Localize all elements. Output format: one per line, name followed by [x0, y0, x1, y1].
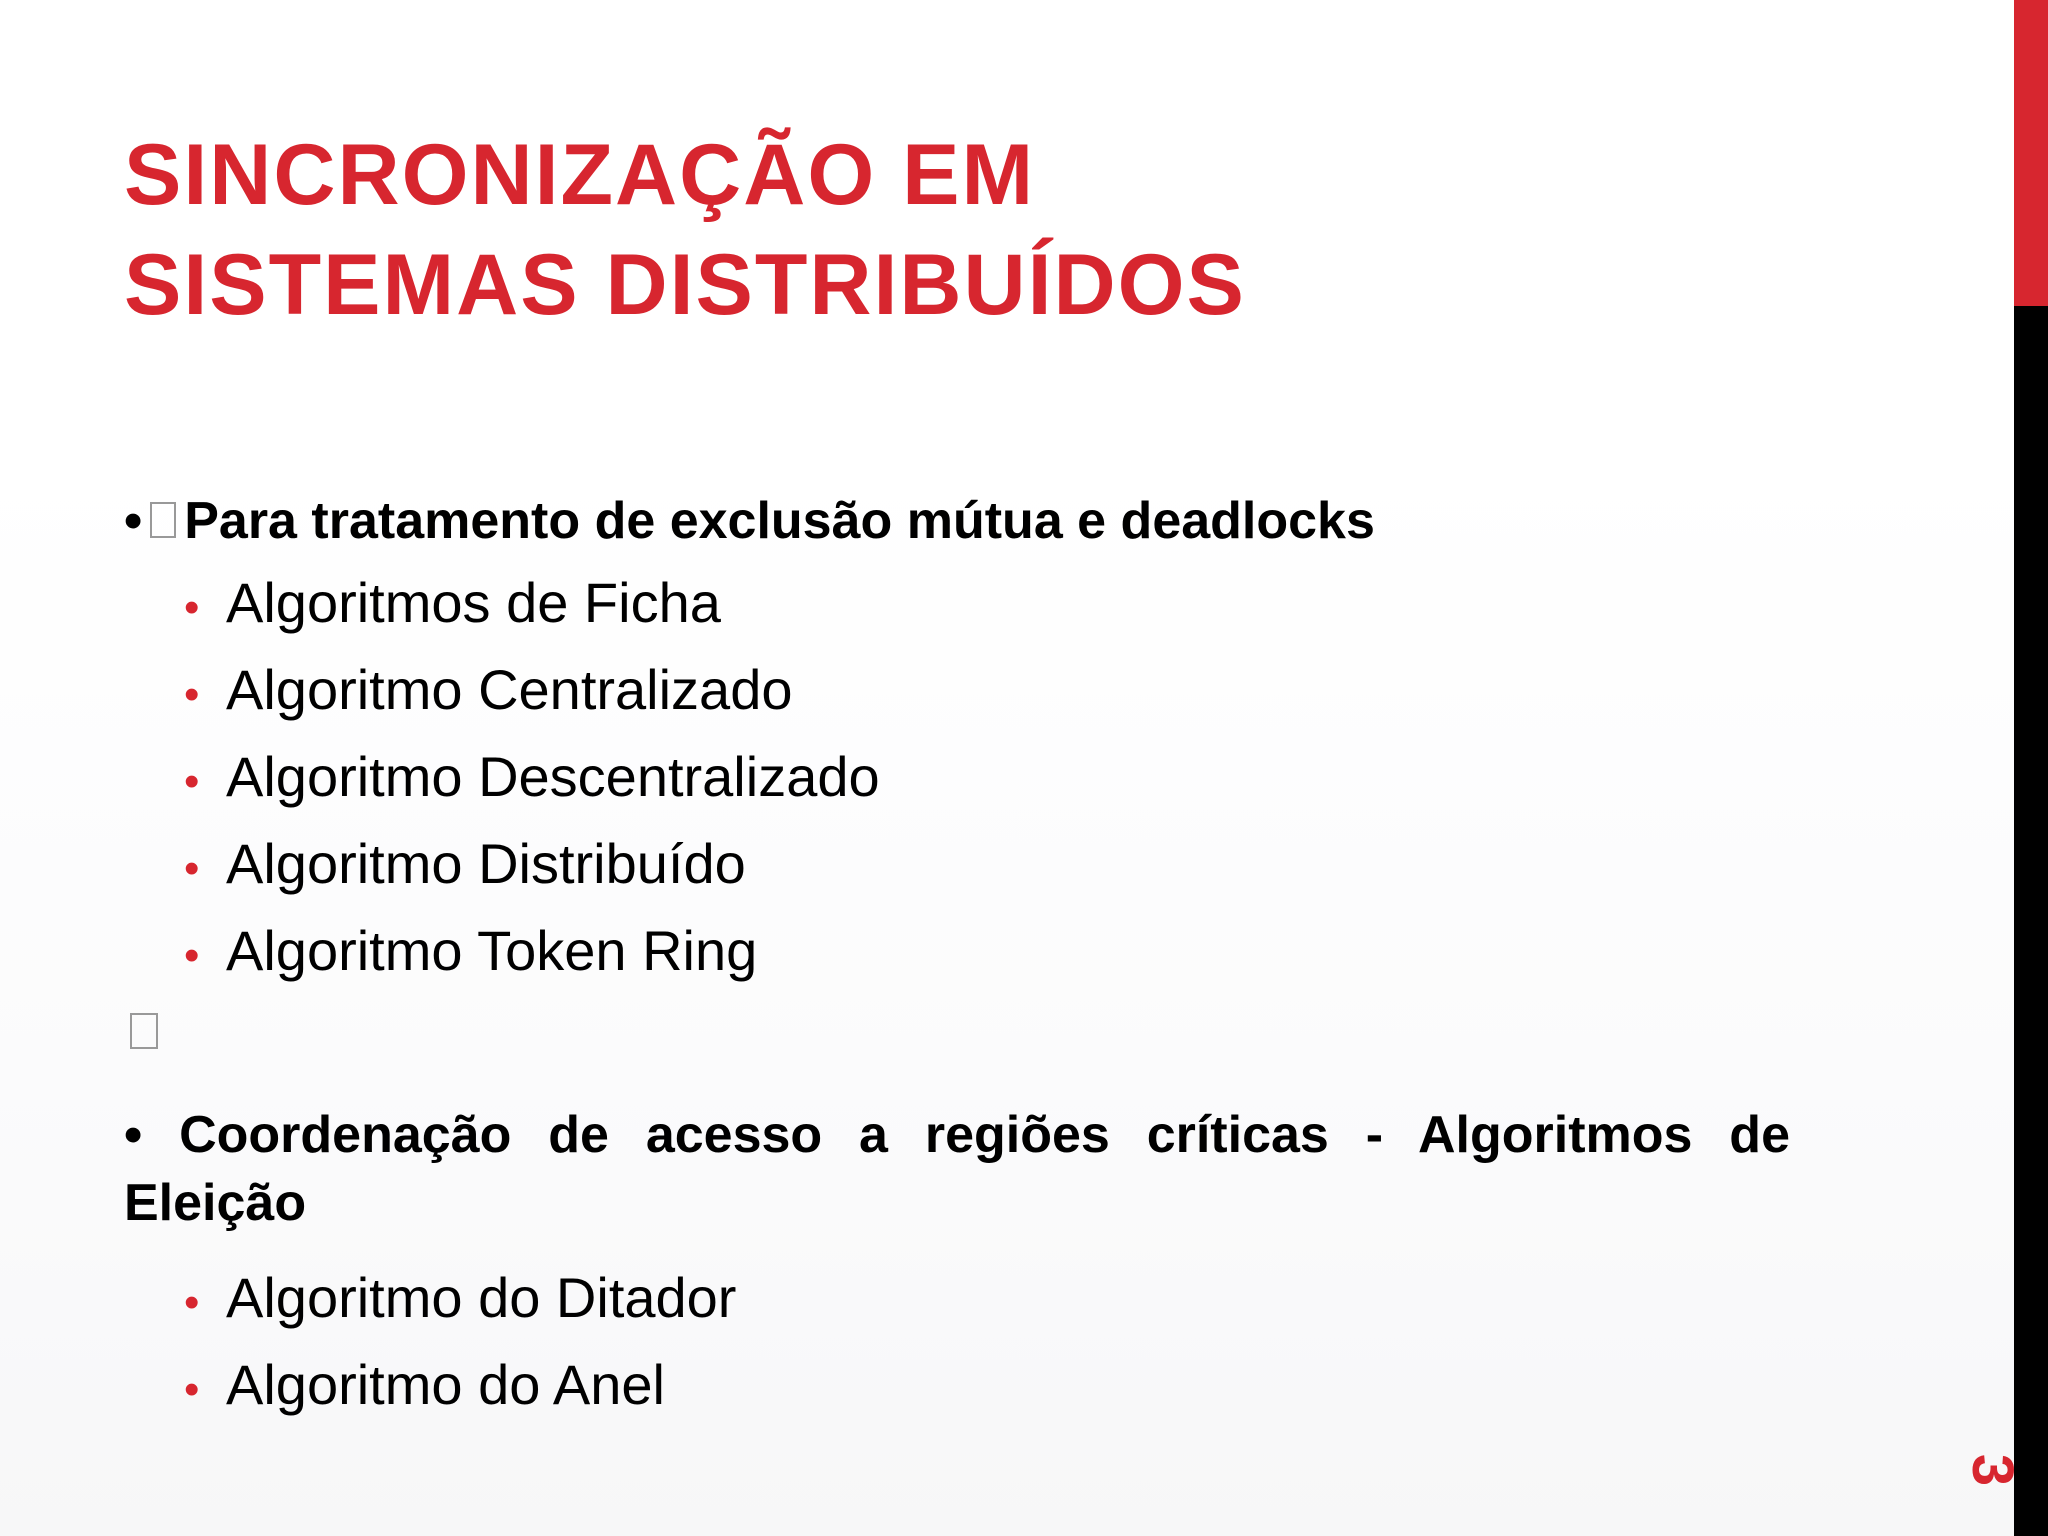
- list-item: [184, 910, 1790, 997]
- bullet-icon: •: [184, 583, 200, 632]
- bullet-icon: •: [184, 670, 200, 719]
- list-item: [184, 1344, 1790, 1431]
- page-number: 3: [1960, 1453, 2025, 1487]
- section-1-heading: [124, 488, 1790, 554]
- section-2-heading: • Coordenação de acesso a regiões críticas - Algoritmos de Eleição: [124, 1106, 1790, 1232]
- section-2-list: [184, 1257, 1790, 1431]
- list-item: [184, 1257, 1790, 1344]
- list-item-text: Algoritmo do Anel: [226, 1353, 665, 1416]
- list-item-text: Algoritmo Token Ring: [226, 919, 758, 982]
- bullet-icon: •: [184, 757, 200, 806]
- bullet-icon: •: [124, 492, 143, 550]
- bullet-icon: •: [184, 1365, 200, 1414]
- list-item: [184, 823, 1790, 910]
- list-item-text: Algoritmo Centralizado: [226, 658, 793, 721]
- bullet-icon: •: [184, 931, 200, 980]
- side-accent-bar: [2014, 0, 2048, 1536]
- missing-glyph-icon: [130, 1013, 158, 1049]
- missing-glyph-icon: [150, 502, 176, 538]
- list-item: [184, 562, 1790, 649]
- section-1-heading-text: Para tratamento de exclusão mútua e deadlocks: [184, 492, 1375, 550]
- bullet-icon: •: [184, 844, 200, 893]
- slide-content: [124, 488, 1790, 1431]
- section-1-list: [184, 562, 1790, 997]
- list-item-text: Algoritmo Descentralizado: [226, 745, 880, 808]
- side-accent-bar-red: [2014, 0, 2048, 306]
- title-line-2: SISTEMAS DISTRIBUÍDOS: [124, 237, 1246, 333]
- title-line-1: SINCRONIZAÇÃO EM: [124, 127, 1036, 223]
- list-item-text: Algoritmo Distribuído: [226, 832, 746, 895]
- list-item: [184, 649, 1790, 736]
- bullet-icon: •: [184, 1278, 200, 1327]
- list-item-text: Algoritmos de Ficha: [226, 571, 721, 634]
- slide-title: [124, 120, 1246, 340]
- list-item: [184, 736, 1790, 823]
- list-item-text: Algoritmo do Ditador: [226, 1266, 737, 1329]
